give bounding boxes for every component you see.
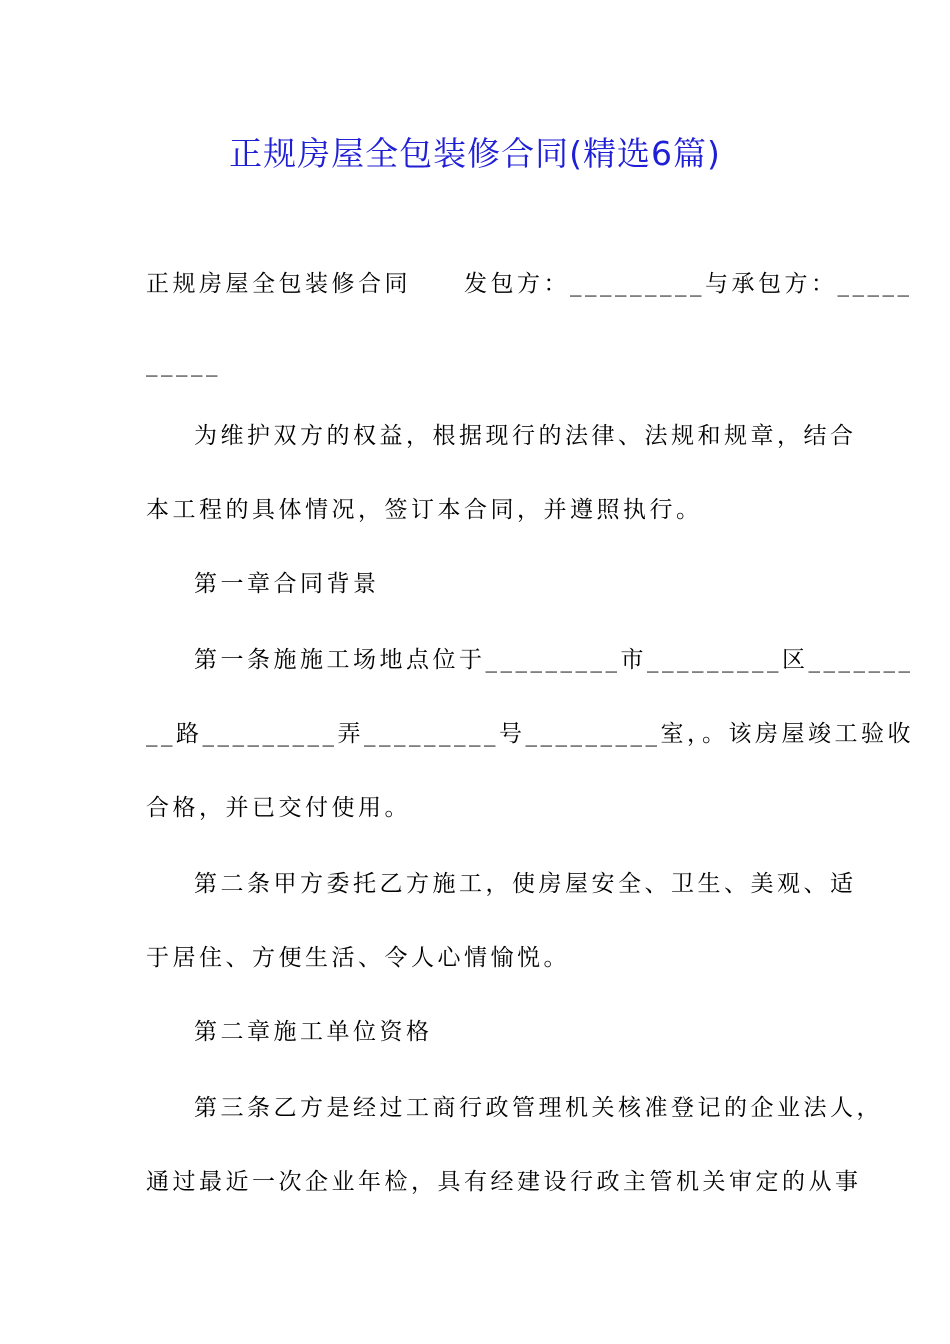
preamble-line-1: 为维护双方的权益，根据现行的法律、法规和规章，结合 bbox=[194, 423, 857, 449]
chapter-heading-2: 第二章施工单位资格 bbox=[194, 1019, 433, 1045]
article-1-line-3: 合格，并已交付使用。 bbox=[146, 795, 411, 821]
article-2-line-2: 于居住、方便生活、令人心情愉悦。 bbox=[146, 945, 570, 971]
article-1-line-1: 第一条施施工场地点位于_________市_________区_______ bbox=[194, 647, 914, 673]
chapter-heading-1: 第一章合同背景 bbox=[194, 571, 380, 597]
parties-line-continued: _____ bbox=[146, 351, 221, 377]
article-3-line-1: 第三条乙方是经过工商行政管理机关核准登记的企业法人， bbox=[194, 1095, 883, 1121]
article-2-line-1: 第二条甲方委托乙方施工，使房屋安全、卫生、美观、适 bbox=[194, 871, 857, 897]
article-3-line-2: 通过最近一次企业年检，具有经建设行政主管机关审定的从事 bbox=[146, 1169, 862, 1195]
document-title: 正规房屋全包装修合同(精选6篇) bbox=[229, 134, 721, 173]
parties-line: 正规房屋全包装修合同 发包方：_________与承包方：_____ bbox=[146, 271, 913, 297]
article-1-line-2: __路_________弄_________号_________室，。该房屋竣工验收 bbox=[146, 721, 914, 747]
preamble-line-2: 本工程的具体情况，签订本合同，并遵照执行。 bbox=[146, 497, 703, 523]
